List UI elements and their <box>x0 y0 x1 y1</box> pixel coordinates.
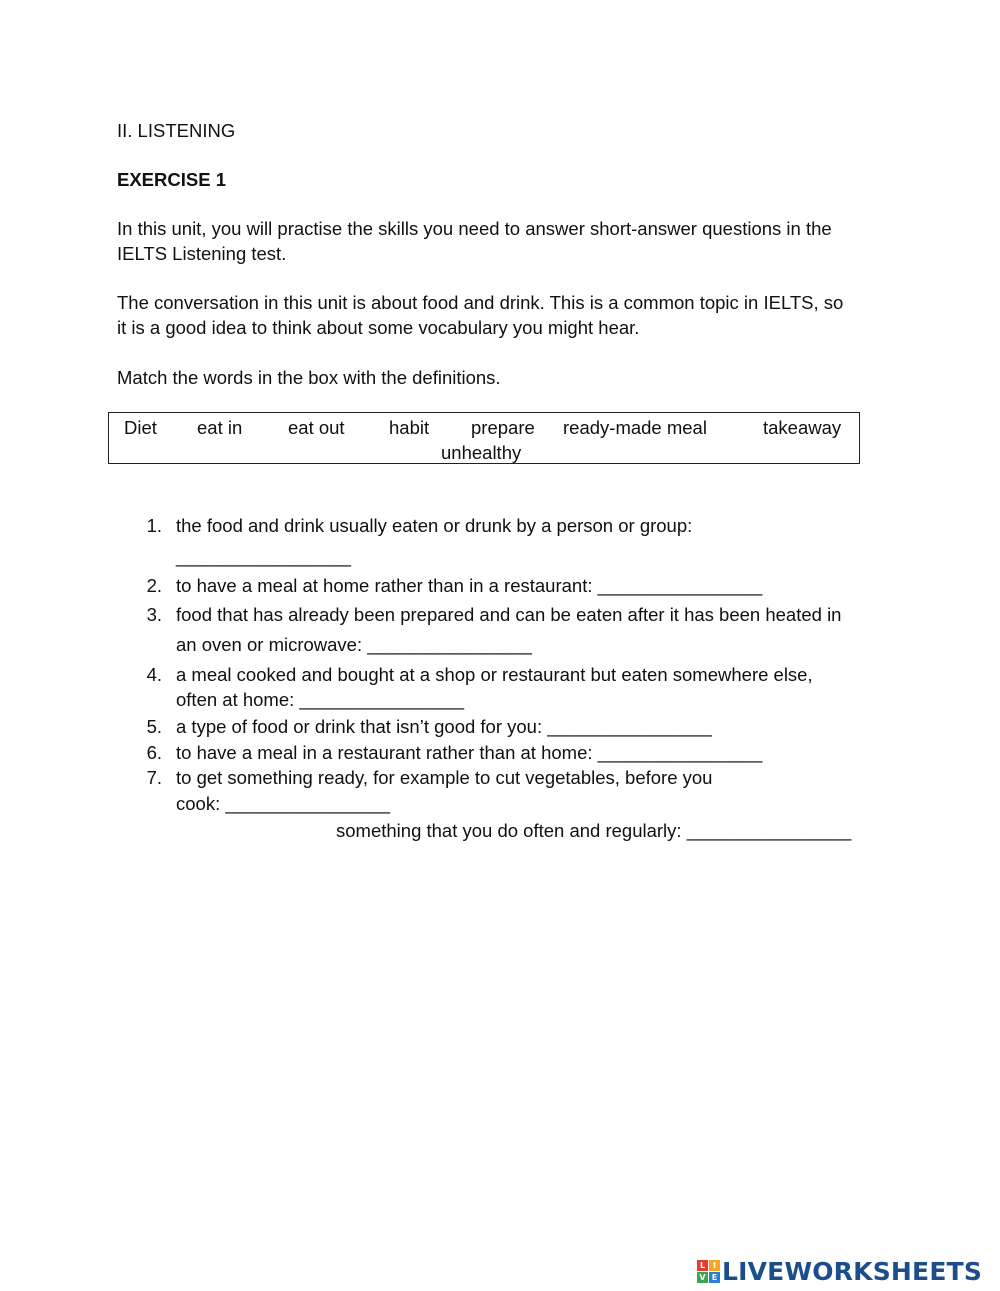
logo-letter-v: V <box>697 1272 708 1283</box>
word-box <box>108 412 860 464</box>
word-unhealthy: unhealthy <box>441 442 522 463</box>
topic-line: The conversation in this unit is about food and drink. This is a common topic in IELTS, so <box>117 292 844 313</box>
question-text: an oven or microwave: ________________ <box>176 634 532 655</box>
word-diet: Diet <box>124 417 157 438</box>
question-text: to have a meal in a restaurant rather than at home: ________________ <box>176 742 763 763</box>
question-text: the food and drink usually eaten or drunk by a person or group: <box>176 515 693 536</box>
liveworksheets-logo <box>697 1255 982 1287</box>
question-number: 1. <box>146 515 162 536</box>
question-text: often at home: ________________ <box>176 689 465 710</box>
logo-letter-i: I <box>709 1260 720 1271</box>
word-ready-made-meal: ready-made meal <box>563 417 707 438</box>
question-text: to get something ready, for example to cut vegetables, before you <box>176 767 713 788</box>
liveworksheets-logo-icon <box>697 1260 720 1283</box>
logo-letter-l: L <box>697 1260 708 1271</box>
word-prepare: prepare <box>471 417 535 438</box>
section-title: II. LISTENING <box>117 120 236 141</box>
logo-letter-e: E <box>709 1272 720 1283</box>
intro-paragraph <box>117 216 887 266</box>
answer-blank[interactable]: _________________ <box>176 546 351 567</box>
intro-line: In this unit, you will practise the skills you need to answer short-answer questions in the <box>117 218 832 239</box>
question-number: 2. <box>146 575 162 596</box>
topic-paragraph <box>117 290 887 340</box>
question-number: 6. <box>146 742 162 763</box>
question-text: something that you do often and regularly: ________________ <box>336 820 852 841</box>
question-text: a type of food or drink that isn’t good for you: ________________ <box>176 716 712 737</box>
logo-text: LIVEWORKSHEETS <box>722 1256 983 1286</box>
word-habit: habit <box>389 417 430 438</box>
question-number: 7. <box>146 767 162 788</box>
question-text: cook: ________________ <box>176 793 390 814</box>
question-number: 4. <box>146 664 162 685</box>
question-text: to have a meal at home rather than in a restaurant: ________________ <box>176 575 763 596</box>
question-text: food that has already been prepared and can be eaten after it has been heated in <box>176 604 842 625</box>
intro-line: IELTS Listening test. <box>117 243 287 264</box>
word-eat-out: eat out <box>288 417 345 438</box>
topic-line: it is a good idea to think about some vocabulary you might hear. <box>117 317 640 338</box>
instruction: Match the words in the box with the definitions. <box>117 367 501 388</box>
word-takeaway: takeaway <box>763 417 842 438</box>
question-text: a meal cooked and bought at a shop or restaurant but eaten somewhere else, <box>176 664 813 685</box>
word-eat-in: eat in <box>197 417 243 438</box>
question-number: 3. <box>146 604 162 625</box>
question-number: 5. <box>146 716 162 737</box>
exercise-title: EXERCISE 1 <box>117 169 226 190</box>
